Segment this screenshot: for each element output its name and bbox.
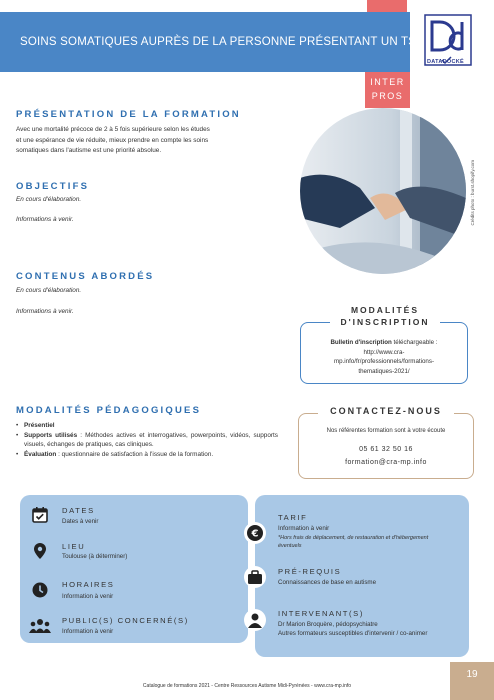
tarif-note-line: éventuels: [278, 543, 302, 549]
tarif-value: Information à venir: [278, 525, 330, 532]
inscription-bold: Bulletin d'inscription: [330, 339, 392, 346]
inscription-url-line[interactable]: mp.info/fr/professionnels/formations-: [333, 358, 435, 365]
presentation-line: Avec une mortalité précoce de 2 à 5 fois supérieure selon les études: [16, 126, 210, 133]
contenus-info: Informations à venir.: [16, 308, 74, 315]
inscription-url-line[interactable]: thematiques-2021/: [358, 367, 410, 375]
handshake-photo: [300, 108, 466, 274]
clock-icon: [31, 581, 49, 599]
intervenants-value-1: Dr Marion Broquère, pédopsychiatre: [278, 621, 378, 628]
pedagogie-item-bold: Présentiel: [24, 422, 55, 429]
location-icon: [31, 542, 49, 560]
objectifs-title: OBJECTIFS: [16, 181, 90, 192]
euro-icon-circle: [244, 522, 266, 544]
photo-credit: Crédits photo : burst.shopify.com: [470, 160, 475, 226]
audience-tag-line1: INTER: [370, 77, 405, 87]
dates-value: Dates à venir: [62, 518, 99, 525]
horaires-label: HORAIRES: [62, 580, 115, 589]
prerequis-label: PRÉ-REQUIS: [278, 567, 342, 576]
presentation-text: [16, 125, 286, 157]
presentation-line: somatiques dans l'autisme est une priorité absolue.: [16, 147, 162, 154]
briefcase-icon: [244, 566, 266, 588]
public-label: PUBLIC(S) CONCERNÉ(S): [62, 616, 189, 625]
calendar-icon: [31, 506, 49, 524]
prerequis-value: Connaissances de base en autisme: [278, 579, 377, 586]
public-value: Information à venir: [62, 628, 114, 635]
contact-phone[interactable]: 05 61 32 50 16: [359, 446, 413, 453]
horaires-value: Information à venir: [62, 593, 114, 600]
contenus-title: CONTENUS ABORDÉS: [16, 271, 155, 282]
intervenants-value-2: Autres formateurs susceptibles d'intervenir / co-animer: [278, 630, 428, 637]
dates-label: DATES: [62, 506, 95, 515]
lieu-value: Toulouse (à déterminer): [62, 553, 128, 560]
svg-text:€: €: [251, 528, 259, 540]
page-title: SOINS SOMATIQUES AUPRÈS DE LA PERSONNE PRÉSENTANT UN TSA: [20, 36, 424, 48]
lieu-label: LIEU: [62, 542, 86, 551]
contact-email[interactable]: formation@cra-mp.info: [345, 459, 427, 466]
pedagogie-title: MODALITÉS PÉDAGOGIQUES: [16, 405, 202, 416]
group-icon: [29, 617, 51, 635]
inscription-title-line2: D'INSCRIPTION: [340, 317, 430, 327]
euro-icon: [244, 522, 266, 544]
person-icon-circle: [244, 609, 266, 631]
pedagogie-item-bold: Supports utilisés: [24, 431, 78, 439]
audience-tag: [365, 72, 410, 108]
pedagogie-item-text: : questionnaire de satisfaction à l'issue de la formation.: [56, 450, 214, 458]
page-number: 19: [450, 662, 494, 700]
contact-text: Nos référentes formation sont à votre écoute: [326, 428, 446, 434]
audience-tag-line2: PROS: [371, 91, 404, 101]
inscription-title-line1: MODALITÉS: [350, 305, 420, 315]
briefcase-icon-circle: [244, 566, 266, 588]
intervenants-label: INTERVENANT(S): [278, 609, 364, 618]
pedagogie-list: [16, 421, 278, 459]
list-item: • Évaluation : questionnaire de satisfaction à l'issue de la formation.: [16, 450, 214, 458]
contact-title: CONTACTEZ-NOUS: [318, 406, 454, 416]
list-item: • Supports utilisés : Méthodes actives et interrogatives, powerpoints, vidéos, supports visuels, échanges de pratiques, cas cliniques.: [16, 431, 278, 449]
list-item: • Présentiel: [16, 422, 55, 429]
person-icon: [244, 609, 266, 631]
tarif-label: TARIF: [278, 513, 308, 522]
contenus-status: En cours d'élaboration.: [16, 287, 82, 294]
inscription-rest: téléchargeable :: [391, 339, 438, 346]
presentation-line: et une espérance de vie réduite, mieux prendre en compte les soins: [16, 136, 209, 144]
pedagogie-item-bold: Évaluation: [24, 450, 57, 458]
tarif-note-line: *Hors frais de déplacement, de restauration et d'hébergement: [278, 535, 429, 541]
inscription-text: [302, 338, 466, 376]
footer-text: Catalogue de formations 2021 - Centre Ressources Autisme Midi-Pyrénées - www.cra-mp.info: [142, 683, 352, 689]
objectifs-status: En cours d'élaboration.: [16, 196, 82, 203]
objectifs-info: Informations à venir.: [16, 216, 74, 223]
inscription-title: [330, 304, 440, 328]
datadock-logo-text: DATADOCKÉ: [427, 59, 465, 65]
pedagogie-item-text: : Méthodes actives et interrogatives, powerpoints, vidéos, supports visuels, échanges de pratiques, cas cliniques.: [24, 431, 278, 449]
inscription-url-line[interactable]: http://www.cra-: [363, 348, 405, 356]
presentation-title: PRÉSENTATION DE LA FORMATION: [16, 109, 241, 120]
tarif-note: [278, 534, 464, 550]
